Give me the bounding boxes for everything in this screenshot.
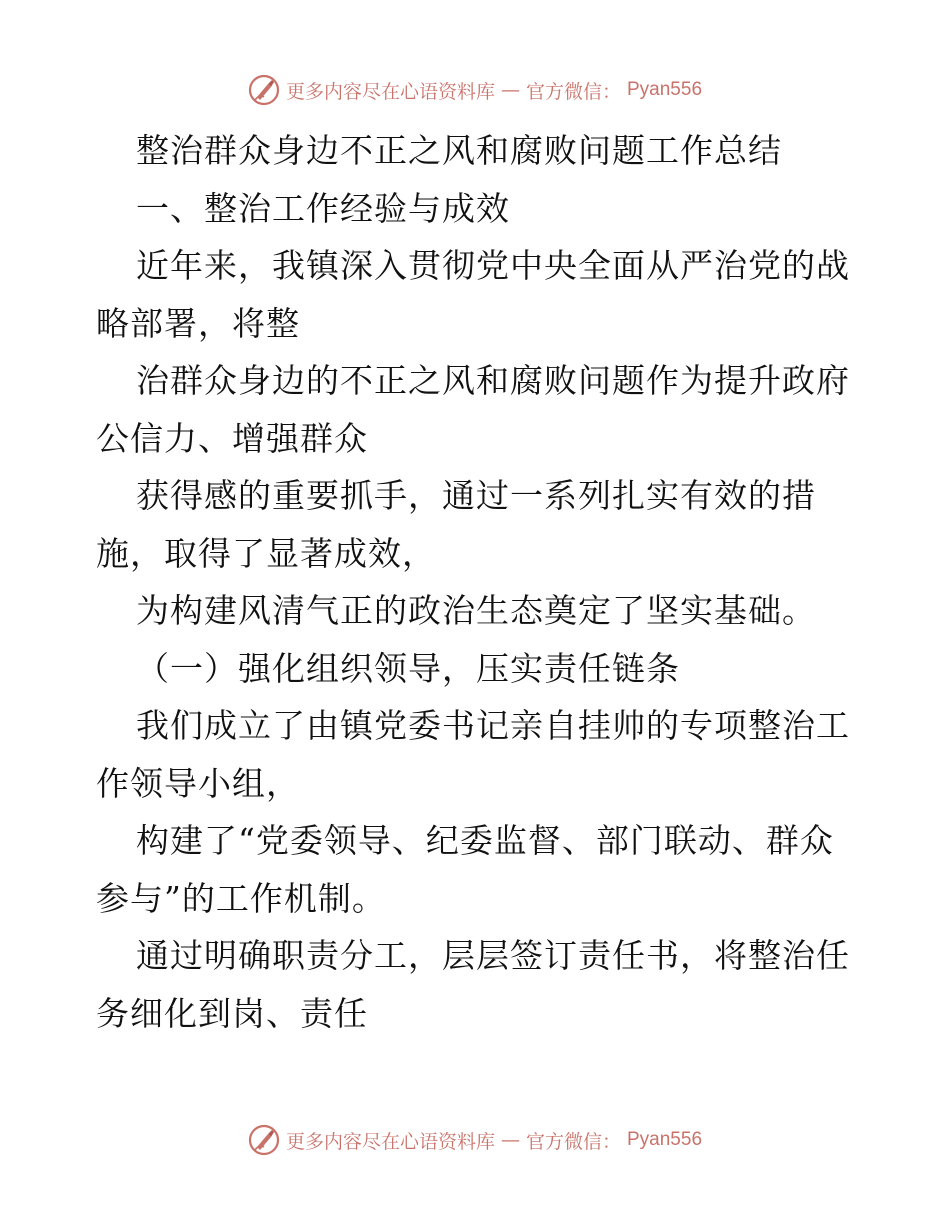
document-line: 务细化到岗、责任 — [96, 993, 368, 1033]
document-line: 构建了“党委领导、纪委监督、部门联动、群众 — [136, 821, 834, 860]
document-line: 整治群众身边不正之风和腐败问题工作总结 — [136, 131, 782, 170]
document-line: 公信力、增强群众 — [96, 418, 368, 458]
document-line: 略部署，将整 — [96, 303, 300, 343]
document-line: 近年来，我镇深入贯彻党中央全面从严治党的战 — [136, 246, 850, 285]
banner-wechat-label: 官方微信： — [525, 1130, 621, 1153]
document-line: （一）强化组织领导，压实责任链条 — [136, 648, 680, 688]
document-line: 治群众身边的不正之风和腐败问题作为提升政府 — [136, 361, 850, 400]
document-line: 作领导小组， — [96, 763, 300, 803]
banner-site-text: 更多内容尽在心语资料库 — [285, 1130, 495, 1153]
document-line: 施，取得了显著成效， — [96, 533, 436, 573]
document-line: 通过明确职责分工，层层签订责任书，将整治任 — [136, 936, 850, 975]
pen-logo-icon — [248, 74, 280, 106]
banner-separator: — — [500, 79, 520, 101]
banner-wechat-label: 官方微信： — [525, 80, 621, 103]
pen-logo-icon — [248, 1124, 280, 1156]
document-line: 参与”的工作机制。 — [96, 878, 386, 918]
document-line: 获得感的重要抓手，通过一系列扎实有效的措 — [136, 476, 816, 515]
banner-separator: — — [500, 1129, 520, 1151]
document-line: 我们成立了由镇党委书记亲自挂帅的专项整治工 — [136, 706, 850, 745]
document-line: 为构建风清气正的政治生态奠定了坚实基础。 — [136, 591, 816, 630]
banner-site-text: 更多内容尽在心语资料库 — [285, 80, 495, 103]
document-body — [96, 122, 856, 1042]
document-line: 一、整治工作经验与成效 — [136, 188, 510, 228]
footer-banner — [0, 1120, 950, 1160]
header-banner — [0, 70, 950, 110]
banner-wechat-id: Pyan556 — [627, 79, 703, 100]
banner-wechat-id: Pyan556 — [627, 1129, 703, 1150]
